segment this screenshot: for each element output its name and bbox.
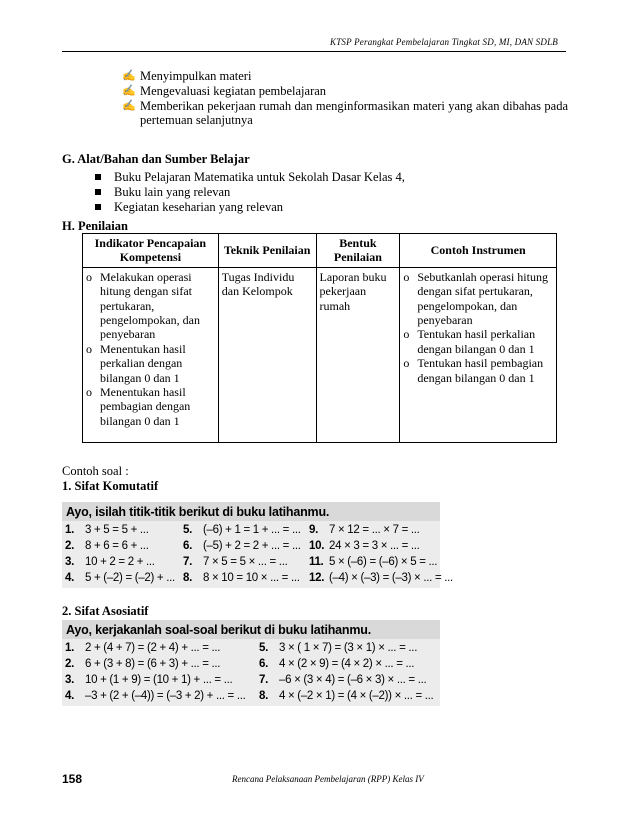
exercise-question: 5 × (–6) = (–6) × 5 = ... bbox=[329, 556, 438, 568]
table-header-row bbox=[83, 234, 557, 268]
exercise-item bbox=[65, 640, 259, 656]
exercise-instruction: Ayo, isilah titik-titik berikut di buku latihanmu. bbox=[62, 502, 440, 521]
exercise-number: 3. bbox=[65, 556, 74, 568]
list-item: ✍ Memberikan pekerjaan rumah dan menginformasikan materi yang akan dibahas pada pertemuan selanjutnya bbox=[122, 98, 568, 128]
exercise-item bbox=[65, 570, 183, 586]
exercise-question: 5 + (–2) = (–2) + ... bbox=[85, 572, 175, 584]
list-item: o Menentukan hasil perkalian dengan bilangan 0 dan 1 bbox=[86, 342, 215, 385]
exercise-item bbox=[65, 554, 183, 570]
exercise-number: 6. bbox=[183, 540, 192, 552]
exercise-question: (–6) + 1 = 1 + ... = ... bbox=[203, 524, 301, 536]
assessment-table bbox=[82, 233, 557, 443]
exercise-question: 3 × ( 1 × 7) = (3 × 1) × ... = ... bbox=[279, 642, 418, 654]
exercise-question: 7 × 5 = 5 × ... = ... bbox=[203, 556, 288, 568]
exercise-number: 12. bbox=[309, 572, 325, 584]
hand-pointer-icon: ✍ bbox=[122, 70, 136, 82]
exercise-number: 9. bbox=[309, 524, 318, 536]
materials-list bbox=[92, 170, 552, 214]
exercise-question: 4 × (–2 × 1) = (4 × (–2)) × ... = ... bbox=[279, 690, 434, 702]
exercise-number: 7. bbox=[259, 674, 268, 686]
list-item: ✍ Mengevaluasi kegiatan pembelajaran bbox=[122, 83, 327, 98]
exercise-number: 1. bbox=[65, 642, 74, 654]
commutative-exercise-box bbox=[62, 502, 453, 588]
exercise-item bbox=[259, 688, 441, 704]
exercise-grid bbox=[62, 521, 453, 588]
exercise-number: 6. bbox=[259, 658, 268, 670]
exercise-question: 4 × (2 × 9) = (4 × 2) × ... = ... bbox=[279, 658, 415, 670]
indicator-cell bbox=[83, 267, 219, 442]
list-item: Buku Pelajaran Matematika untuk Sekolah Dasar Kelas 4, bbox=[92, 170, 552, 185]
page-number: 158 bbox=[62, 772, 83, 786]
list-item: o Tentukan hasil perkalian dengan bilangan 0 dan 1 bbox=[403, 327, 553, 356]
exercise-question: –3 + (2 + (–4)) = (–3 + 2) + ... = ... bbox=[85, 690, 246, 702]
exercise-number: 1. bbox=[65, 524, 74, 536]
exercise-number: 11. bbox=[309, 556, 324, 568]
exercise-question: 8 × 10 = 10 × ... = ... bbox=[203, 572, 300, 584]
exercise-question: 24 × 3 = 3 × ... = ... bbox=[329, 540, 420, 552]
square-bullet-icon bbox=[95, 174, 101, 180]
hand-pointer-icon: ✍ bbox=[122, 99, 136, 112]
square-bullet-icon bbox=[95, 189, 101, 195]
exercise-number: 4. bbox=[65, 690, 74, 702]
exercise-item bbox=[65, 656, 259, 672]
exercise-item bbox=[259, 672, 441, 688]
column-header: Teknik Penilaian bbox=[218, 234, 316, 268]
section-g-heading: G. Alat/Bahan dan Sumber Belajar bbox=[62, 152, 250, 166]
exercise-number: 8. bbox=[259, 690, 268, 702]
exercise-question: –6 × (3 × 4) = (–6 × 3) × ... = ... bbox=[279, 674, 427, 686]
list-item: o Melakukan operasi hitung dengan sifat pertukaran, pengelompokan, dan penyebaran bbox=[86, 270, 215, 342]
exercise-number: 2. bbox=[65, 658, 74, 670]
list-item: ✍ Menyimpulkan materi bbox=[122, 69, 252, 83]
exercise-question: 7 × 12 = ... × 7 = ... bbox=[329, 524, 420, 536]
exercise-number: 3. bbox=[65, 674, 74, 686]
instrument-cell bbox=[400, 267, 557, 442]
exercise-question: (–5) + 2 = 2 + ... = ... bbox=[203, 540, 301, 552]
exercise-item bbox=[183, 538, 309, 554]
exercise-number: 10. bbox=[309, 540, 325, 552]
column-header: Bentuk Penilaian bbox=[316, 234, 400, 268]
exercise-item bbox=[259, 640, 441, 656]
list-item: o Sebutkanlah operasi hitung dengan sifat pertukaran, pengelompokan, dan penyebaran bbox=[403, 270, 553, 328]
running-header: KTSP Perangkat Pembelajaran Tingkat SD, MI, DAN SDLB bbox=[330, 37, 558, 47]
hand-pointer-icon: ✍ bbox=[122, 84, 136, 97]
associative-heading: 2. Sifat Asosiatif bbox=[62, 604, 149, 618]
technique-cell: Tugas Individu dan Kelompok bbox=[218, 267, 316, 442]
list-item: Buku lain yang relevan bbox=[92, 185, 552, 200]
closing-activities-list bbox=[118, 69, 568, 128]
exercise-item bbox=[65, 522, 183, 538]
list-item: o Tentukan hasil pembagian dengan bilangan 0 dan 1 bbox=[403, 356, 553, 385]
exercise-question: 10 + (1 + 9) = (10 + 1) + ... = ... bbox=[85, 674, 233, 686]
exercise-grid bbox=[62, 639, 440, 706]
section-h-heading: H. Penilaian bbox=[62, 219, 128, 233]
exercise-item bbox=[309, 522, 439, 538]
exercise-item bbox=[309, 570, 453, 586]
column-header: Indikator Pencapaian Kompetensi bbox=[83, 234, 219, 268]
exercise-number: 8. bbox=[183, 572, 192, 584]
exercise-question: 6 + (3 + 8) = (6 + 3) + ... = ... bbox=[85, 658, 221, 670]
exercise-item bbox=[65, 672, 259, 688]
exercise-item bbox=[183, 570, 309, 586]
exercise-item bbox=[183, 522, 309, 538]
exercise-item bbox=[65, 538, 183, 554]
footer-caption: Rencana Pelaksanaan Pembelajaran (RPP) Kelas IV bbox=[232, 774, 424, 784]
exercise-instruction: Ayo, kerjakanlah soal-soal berikut di buku latihanmu. bbox=[62, 620, 440, 639]
exercise-item bbox=[259, 656, 441, 672]
exercise-question: 8 + 6 = 6 + ... bbox=[85, 540, 149, 552]
form-cell: Laporan buku pekerjaan rumah bbox=[316, 267, 400, 442]
square-bullet-icon bbox=[95, 204, 101, 210]
exercise-number: 5. bbox=[259, 642, 268, 654]
exercise-item bbox=[309, 538, 439, 554]
exercise-question: 10 + 2 = 2 + ... bbox=[85, 556, 155, 568]
header-rule bbox=[62, 51, 566, 52]
table-row bbox=[83, 267, 557, 442]
examples-intro: Contoh soal : bbox=[62, 464, 129, 478]
exercise-question: (–4) × (–3) = (–3) × ... = ... bbox=[329, 572, 453, 584]
list-item: Kegiatan keseharian yang relevan bbox=[92, 200, 552, 215]
exercise-number: 5. bbox=[183, 524, 192, 536]
exercise-question: 3 + 5 = 5 + ... bbox=[85, 524, 149, 536]
exercise-number: 7. bbox=[183, 556, 192, 568]
exercise-question: 2 + (4 + 7) = (2 + 4) + ... = ... bbox=[85, 642, 221, 654]
exercise-number: 2. bbox=[65, 540, 74, 552]
associative-exercise-box bbox=[62, 620, 440, 706]
exercise-number: 4. bbox=[65, 572, 74, 584]
commutative-heading: 1. Sifat Komutatif bbox=[62, 479, 159, 493]
exercise-item bbox=[65, 688, 259, 704]
exercise-item bbox=[309, 554, 439, 570]
exercise-item bbox=[183, 554, 309, 570]
list-item: o Menentukan hasil pembagian dengan bilangan 0 dan 1 bbox=[86, 385, 215, 428]
column-header: Contoh Instrumen bbox=[400, 234, 557, 268]
